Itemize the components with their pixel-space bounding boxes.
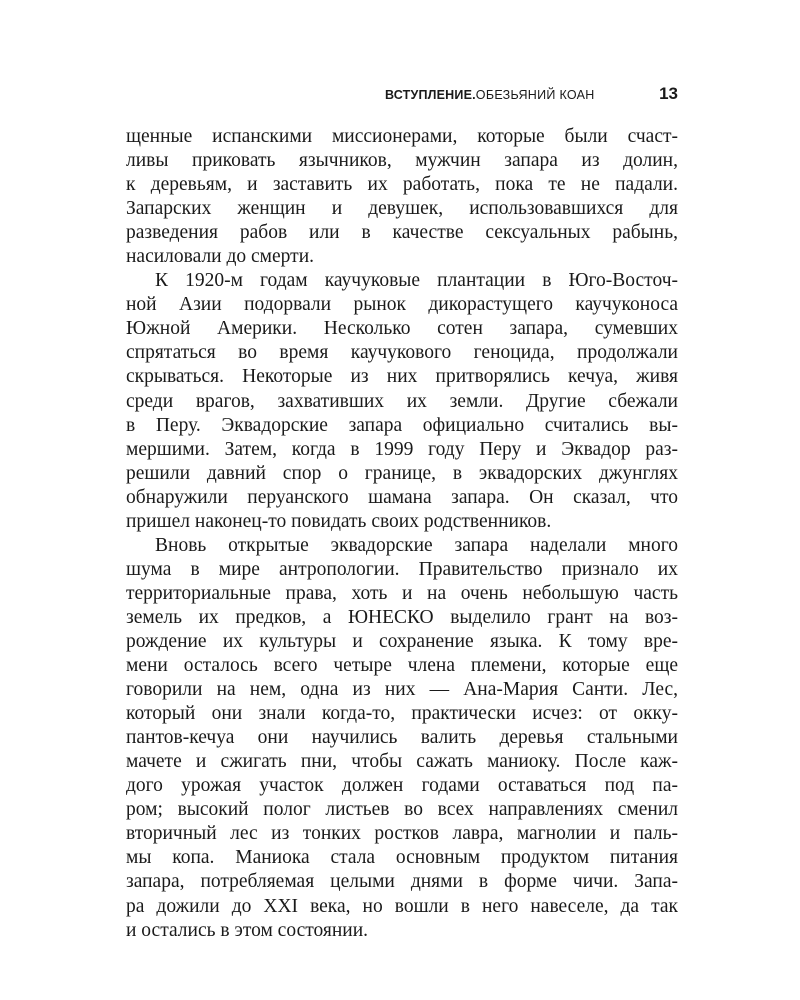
text-line: территориальные права, хоть и на очень небольшую часть [126,582,678,604]
text-line: рождение их культуры и сохранение языка. К тому вре- [126,630,678,652]
text-line: мершими. Затем, когда в 1999 году Перу и Эквадор раз- [126,438,678,460]
text-line: мы копа. Маниока стала основным продуктом питания [126,847,678,869]
text-line: разведения рабов или в качестве сексуальных рабынь, [126,222,678,244]
paragraph [126,125,678,269]
text-line: который они знали когда-то, практически исчез: от окку- [126,703,678,725]
chapter-title: ОБЕЗЬЯНИЙ КОАН [475,88,595,102]
text-line: ливы приковать язычников, мужчин запара из долин, [126,150,678,172]
text-line: дого урожая участок должен годами оставаться под па- [126,775,678,797]
text-line: Южной Америки. Несколько сотен запара, сумевших [126,318,678,340]
text-line: среди врагов, захвативших их земли. Другие сбежали [126,390,678,412]
text-line: говорили на нем, одна из них — Ана-Мария Санти. Лес, [126,679,678,701]
text-line: пришел наконец-то повидать своих родственников. [126,510,552,532]
text-line: к деревьям, и заставить их работать, пока те не падали. [126,174,678,196]
text-line: К 1920-м годам каучуковые плантации в Юго-Восточ- [155,270,678,292]
text-line: мачете и сжигать пни, чтобы сажать маниоку. После каж- [126,751,678,773]
paragraph [126,534,678,943]
text-line: вторичный лес из тонких ростков лавра, магнолии и паль- [126,823,678,845]
text-line: Запарских женщин и девушек, использовавшихся для [126,198,678,220]
page-number: 13 [659,84,678,103]
text-line: скрываться. Некоторые из них притворялись кечуа, живя [126,366,678,388]
text-line: ной Азии подорвали рынок дикорастущего каучуконоса [126,294,678,316]
text-line: ра дожили до XXI века, но вошли в него навеселе, да так [126,895,678,917]
text-line: ром; высокий полог листьев во всех направлениях сменил [126,799,678,821]
text-line: в Перу. Эквадорские запара официально считались вы- [126,414,678,436]
text-line: пантов-кечуа они научились валить деревья стальными [126,727,678,749]
paragraph [126,269,678,534]
running-header [385,84,678,106]
chapter-label: ВСТУПЛЕНИЕ. [385,88,476,102]
body-text [126,125,678,943]
text-line: земель их предков, а ЮНЕСКО выделило грант на воз- [126,606,678,628]
text-line: щенные испанскими миссионерами, которые были счаст- [126,126,678,147]
text-line: решили давний спор о границе, в эквадорских джунглях [126,462,678,484]
text-line: обнаружили перуанского шамана запара. Он сказал, что [126,486,678,508]
text-line: шума в мире антропологии. Правительство признало их [126,558,678,580]
text-line: Вновь открытые эквадорские запара наделали много [155,534,678,556]
text-line: мени осталось всего четыре члена племени, которые еще [126,655,678,677]
text-line: насиловали до смерти. [126,246,315,268]
text-line: запара, потребляемая целыми днями в форме чичи. Запа- [126,871,678,893]
text-line: спрятаться во время каучукового геноцида, продолжали [126,342,678,364]
text-line: и остались в этом состоянии. [126,919,369,941]
